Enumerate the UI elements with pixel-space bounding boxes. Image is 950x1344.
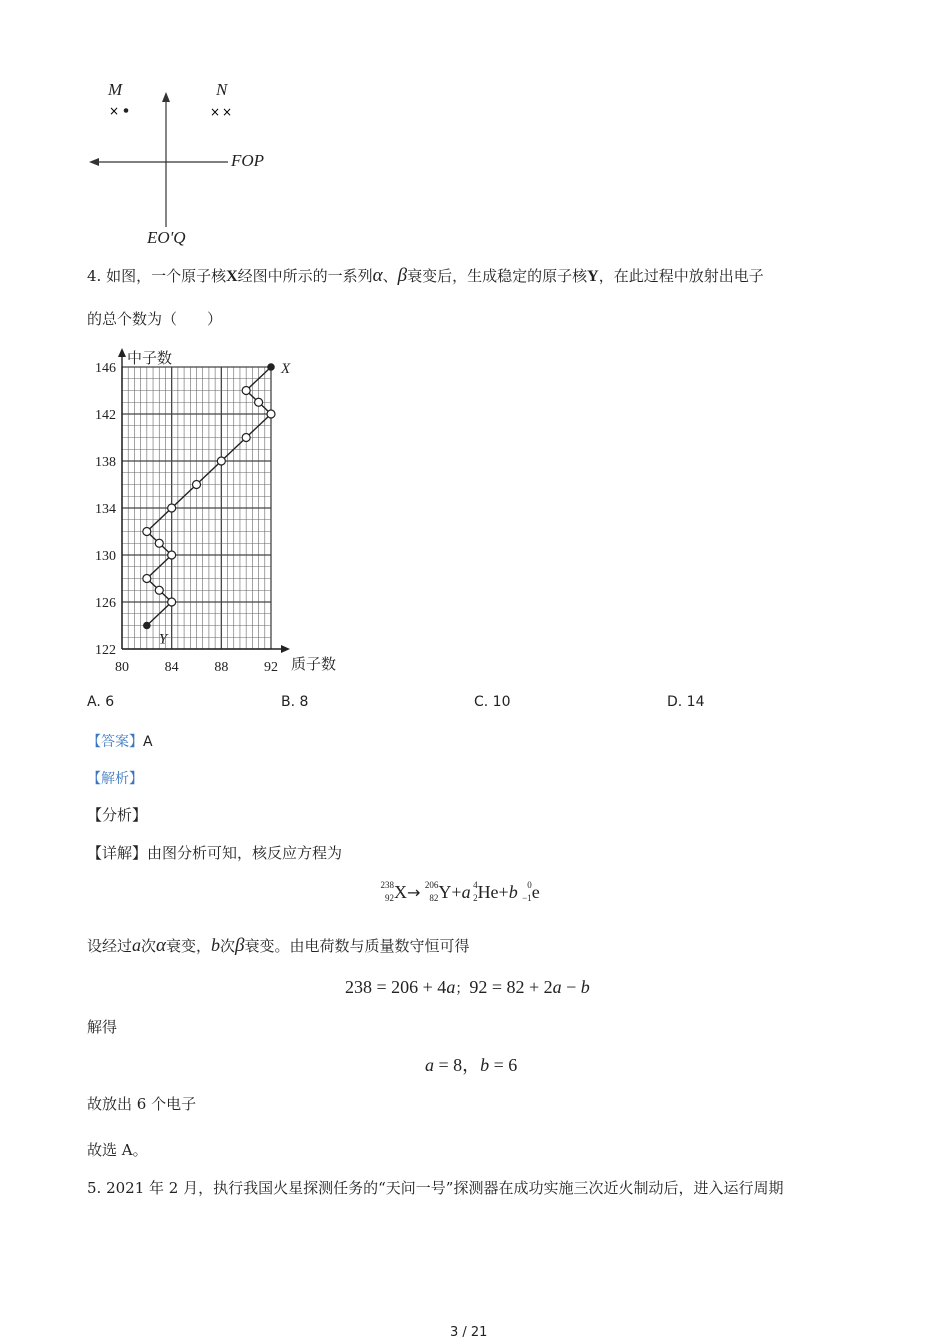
he-symbol: He+ (477, 882, 509, 902)
q4-stem-part-a: 4. 如图，一个原子核 (87, 267, 227, 285)
option-b[interactable]: B. 8 (281, 694, 309, 710)
field-diagram (80, 75, 300, 250)
x-tick-label: 88 (214, 660, 229, 675)
y-axis-arrow (118, 348, 126, 357)
x-symbol: X (394, 882, 407, 902)
conservation-equations (345, 977, 590, 998)
reaction-arrow: → (407, 883, 421, 902)
dot-mark-m (124, 108, 129, 113)
eq2-left-var: a (446, 977, 456, 997)
vertical-arrow-head (162, 92, 170, 102)
data-point (255, 398, 263, 406)
y-symbol: Y+ (438, 882, 462, 902)
eq2-right-var-a: a (552, 977, 562, 997)
answer-value: A (143, 734, 153, 750)
option-c[interactable]: C. 10 (474, 694, 511, 710)
y-tick-label: 134 (95, 502, 116, 517)
e-symbol: e (531, 882, 540, 902)
eq2-sep: ； (455, 981, 470, 997)
setup-part-e: 衰变。由电荷数与质量数守恒可得 (244, 937, 470, 955)
y-tick-label: 138 (95, 455, 116, 470)
eq3-b: b (480, 1055, 490, 1075)
x-tick-label: 92 (264, 660, 278, 675)
data-point (242, 387, 250, 395)
data-point (155, 586, 163, 594)
e-charge: −1 (522, 892, 532, 903)
label-n: N (216, 80, 228, 99)
y-tick-label: 130 (95, 549, 116, 564)
end-label: Y (158, 631, 168, 648)
y-charge: 82 (429, 892, 439, 903)
setup-alpha: α (156, 935, 167, 956)
analysis-tag: 【解析】 (87, 771, 143, 787)
data-point (143, 528, 151, 536)
x-mass: 238 (380, 879, 394, 890)
data-point (144, 622, 150, 628)
setup-part-a: 设经过 (87, 937, 133, 955)
coef-a: a (461, 882, 471, 902)
data-point (155, 539, 163, 547)
option-a[interactable]: A. 6 (87, 694, 115, 710)
x-tick-label: 80 (115, 660, 129, 675)
conclusion-line: 故放出 6 个电子 (87, 1095, 197, 1113)
eq3-a: a (425, 1055, 434, 1075)
data-point (217, 457, 225, 465)
q4-stem-part-c: 衰变后，生成稳定的原子核 (407, 267, 588, 285)
eq2-right-var-b: b (580, 977, 590, 997)
q5-stem-line1: 5. 2021 年 2 月，执行我国火星探测任务的“天问一号”探测器在成功实施三次近火制动后，进入运行周期 (87, 1179, 784, 1197)
data-point (193, 481, 201, 489)
start-label: X (281, 361, 291, 377)
q4-stem-part-d: ，在此过程中放射出电子 (598, 267, 764, 285)
setup-part-d: 次 (220, 937, 236, 955)
data-point (242, 434, 250, 442)
cross-mark-m: × (109, 104, 120, 118)
y-mass: 206 (424, 879, 439, 890)
eq3-b-val: = 6 (489, 1055, 518, 1075)
page-number: 3 / 21 (450, 1325, 488, 1340)
label-m: M (108, 80, 123, 99)
y-tick-label: 142 (95, 408, 116, 423)
setup-var-a: a (132, 935, 142, 955)
detail-line: 【详解】由图分析可知，核反应方程为 (87, 844, 343, 862)
q4-stem-x: X (226, 268, 238, 285)
answer-tag: 【答案】 (87, 734, 143, 750)
setup-part-c: 衰变， (166, 937, 212, 955)
cross-mark-n-2: × (222, 105, 233, 119)
q4-alpha: α (372, 265, 383, 286)
option-d[interactable]: D. 14 (667, 694, 705, 710)
choose-line: 故选 A。 (87, 1141, 148, 1159)
data-point (168, 551, 176, 559)
e-mass: 0 (527, 879, 532, 890)
solve-line: 解得 (87, 1018, 118, 1036)
q4-stem-part-b: 经图中所示的一系列 (237, 267, 373, 285)
y-tick-label: 122 (95, 643, 116, 658)
y-axis-label: 中子数 (127, 349, 173, 367)
data-point (168, 598, 176, 606)
setup-var-b: b (211, 935, 221, 955)
nuclear-equation (378, 879, 540, 904)
setup-beta: β (235, 935, 245, 956)
q4-stem-line1 (87, 266, 764, 287)
answer-line (87, 731, 153, 751)
he-charge: 2 (473, 892, 478, 903)
x-axis-arrow (281, 645, 290, 653)
eq2-minus: − (561, 977, 581, 997)
data-point (268, 364, 274, 370)
horizontal-arrow-head (89, 158, 99, 166)
q4-beta: β (397, 265, 408, 286)
x-charge: 92 (385, 892, 394, 903)
y-tick-label: 146 (95, 361, 116, 376)
cross-mark-n-1: × (210, 105, 221, 119)
data-point (143, 575, 151, 583)
eq2-left: 238 = 206 + 4 (345, 977, 447, 997)
label-fop: FOP (231, 151, 265, 170)
label-eoq: EO'Q (147, 228, 186, 247)
solution-equation (425, 1051, 517, 1077)
coef-b: b (508, 882, 518, 902)
eq3-a-val: = 8， (434, 1055, 481, 1075)
eq2-right: 92 = 82 + 2 (469, 977, 553, 997)
y-tick-label: 126 (95, 596, 116, 611)
he-mass: 4 (473, 879, 478, 890)
x-tick-label: 84 (164, 660, 179, 675)
setup-part-b: 次 (141, 937, 157, 955)
q4-stem-y: Y (587, 268, 599, 285)
x-axis-label: 质子数 (291, 655, 337, 673)
data-point (168, 504, 176, 512)
q4-sep: 、 (382, 267, 398, 285)
decay-chart (80, 340, 360, 680)
q4-stem-line2: 的总个数为（ ） (87, 310, 223, 328)
data-point (267, 410, 275, 418)
fenxi-tag: 【分析】 (87, 806, 148, 824)
setup-line (87, 935, 470, 956)
